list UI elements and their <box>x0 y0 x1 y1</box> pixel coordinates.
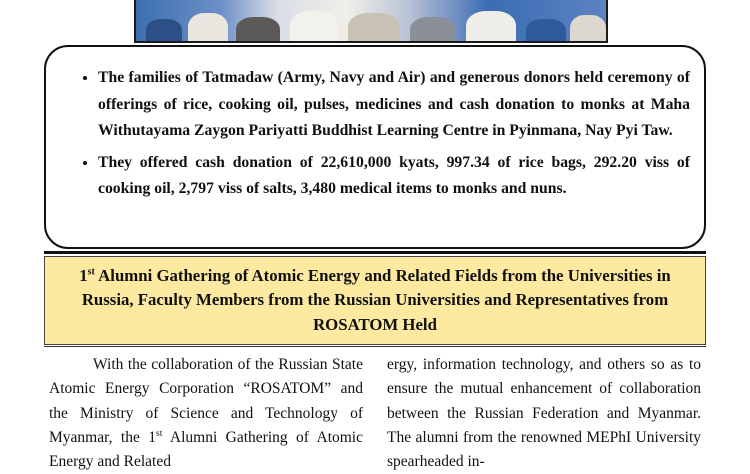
section-divider-thin <box>44 346 706 347</box>
article-column-left <box>49 353 363 474</box>
article-column-right <box>387 353 701 474</box>
article-paragraph <box>49 353 363 474</box>
offering-summary-box <box>44 45 706 249</box>
title-ordinal: 1 <box>79 265 88 285</box>
ordinal-suffix: st <box>156 428 163 439</box>
article-title-box <box>44 256 706 345</box>
title-ordinal-suffix: st <box>87 266 95 278</box>
bullet-item: • The families of Tatmadaw (Army, Navy and Air) and generous donors held ceremony of offerings of rice, cooking oil, pulses, medicines and cash donation to monks at Maha Withutayama Zaygon Pariyatti Buddhist Learning Centre in Pyinmana, Nay Pyi Taw. <box>98 65 690 145</box>
paragraph-text: Alumni Gathering of Atomic Energy and Related <box>49 428 363 471</box>
bullet-item: • They offered cash donation of 22,610,000 kyats, 997.34 of rice bags, 292.20 viss of cooking oil, 2,797 viss of salts, 3,480 medical items to monks and nuns. <box>98 150 690 203</box>
paragraph-text: With the collaboration of the Russian State Atomic Energy Corporation “ROSATOM” and the Ministry of Science and Technology of Myanmar, the 1 <box>49 356 363 446</box>
section-divider-thick <box>44 251 706 254</box>
article-title <box>55 264 695 338</box>
ceremony-photo <box>134 0 608 43</box>
offering-bullet-list <box>78 65 690 203</box>
title-text: Alumni Gathering of Atomic Energy and Related Fields from the Universities in Russia, Faculty Members from the Russian Universities and Representatives from ROSATOM Held <box>81 265 671 334</box>
article-paragraph: ergy, information technology, and others so as to ensure the mutual enhancement of collaboration between the Russian Federation and Myanmar. The alumni from the renowned MEPhI University spearheaded in- <box>387 356 701 471</box>
